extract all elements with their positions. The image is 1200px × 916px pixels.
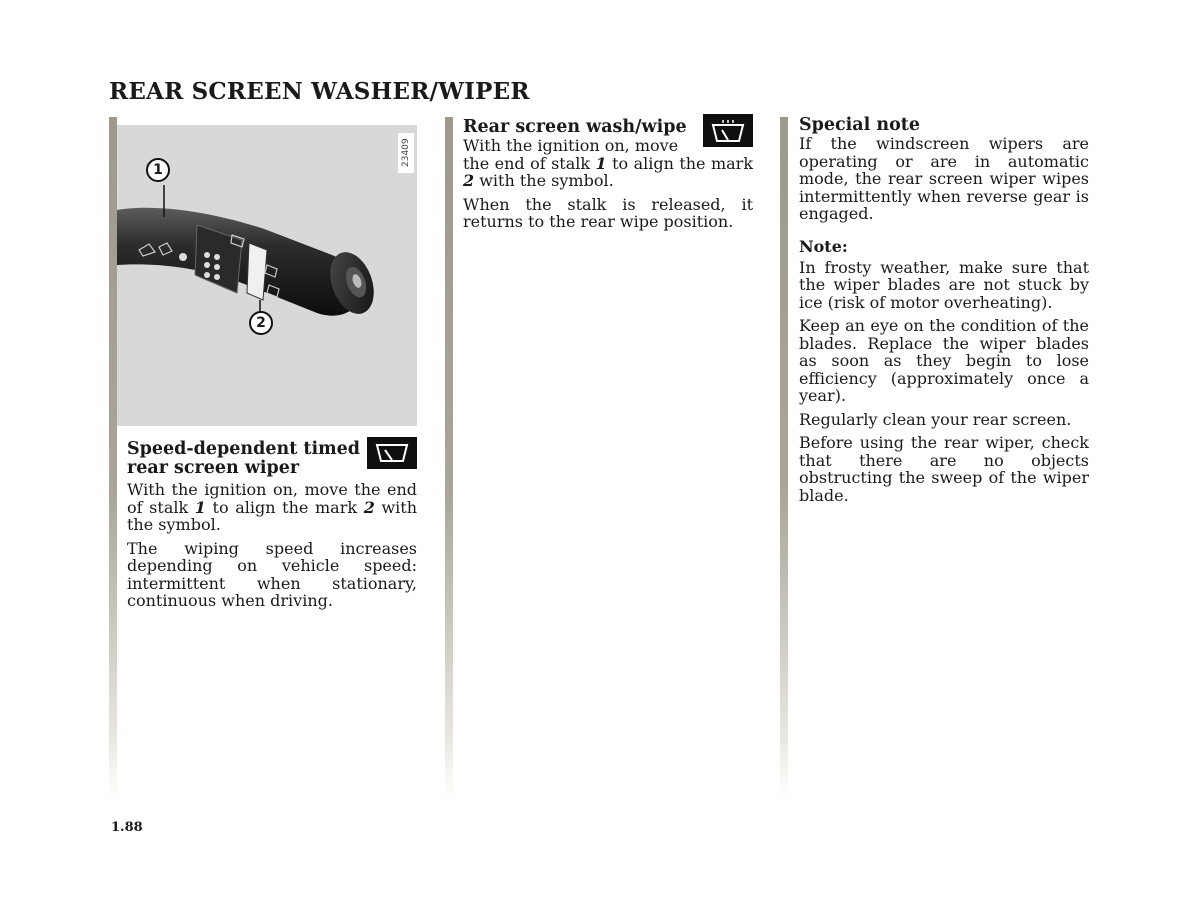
paragraph-release: When the stalk is released, it returns to the rear wipe position.: [463, 194, 753, 231]
section-heading: Special note: [799, 115, 921, 135]
paragraph-frost: In frosty weather, make sure that the wiper blades are not stuck by ice (risk of motor overheating).: [799, 257, 1089, 312]
paragraph-special-note: If the windscreen wipers are operating or are in automatic mode, the rear screen wiper wipes intermittently when reverse gear is engaged.: [799, 134, 1089, 223]
rear-wiper-icon: [367, 437, 417, 469]
section-heading: Rear screen wash/wipe: [463, 117, 687, 137]
paragraph-instruction-line1: With the ignition on, move: [463, 136, 679, 155]
text-run: to align the mark: [205, 497, 364, 517]
stalk-mark-ref: 1: [595, 153, 607, 173]
paragraph-speed: The wiping speed increases depending on vehicle speed: intermittent when stationary, continuous when driving.: [127, 538, 417, 610]
stalk-body: [117, 185, 382, 320]
text-run: with the symbol.: [127, 497, 417, 534]
section-speed-dependent-wiper: [127, 440, 417, 616]
paragraph-blade-condition: Keep an eye on the condition of the blades. Replace the wiper blades as soon as they begin to lose efficiency (approximately once a year).: [799, 316, 1089, 405]
illustration-reference-code: 23409: [398, 133, 414, 173]
paragraph-obstruction: Before using the rear wiper, check that there are no objects obstructing the sweep of the wiper blade.: [799, 433, 1089, 505]
column-rule-left: [109, 117, 117, 800]
column-rule-middle: [445, 117, 453, 800]
heading-line-1: Speed-dependent timed: [127, 439, 360, 459]
heading-line-2: rear screen wiper: [127, 458, 300, 478]
callout-stalk-1: 1: [146, 158, 170, 182]
alignment-mark-ref: 2: [363, 497, 375, 517]
text-run: with the symbol.: [474, 171, 614, 190]
stalk-mark-ref: 1: [194, 497, 206, 517]
section-rear-wash-wipe: [463, 118, 753, 237]
rear-washer-icon: [703, 114, 753, 147]
column-rule-right: [780, 117, 788, 800]
callout-mark-2: 2: [249, 311, 273, 335]
page-title: REAR SCREEN WASHER/WIPER: [109, 78, 530, 105]
paragraph-clean-screen: Regularly clean your rear screen.: [799, 409, 1072, 429]
text-run: to align the mark: [606, 153, 754, 173]
note-heading: Note:: [799, 236, 848, 256]
section-special-note: [799, 116, 1089, 510]
wiper-stalk-illustration: [117, 125, 417, 426]
paragraph-instruction: [127, 481, 417, 534]
text-run: With the ignition on, move the end of stalk: [127, 480, 417, 517]
alignment-mark-ref: 2: [463, 171, 475, 190]
section-heading-row: [463, 118, 753, 137]
text-run: the end of stalk: [463, 153, 596, 173]
page-number: 1.88: [111, 820, 143, 835]
section-heading-row: [127, 440, 417, 478]
paragraph-instruction: [463, 155, 753, 190]
